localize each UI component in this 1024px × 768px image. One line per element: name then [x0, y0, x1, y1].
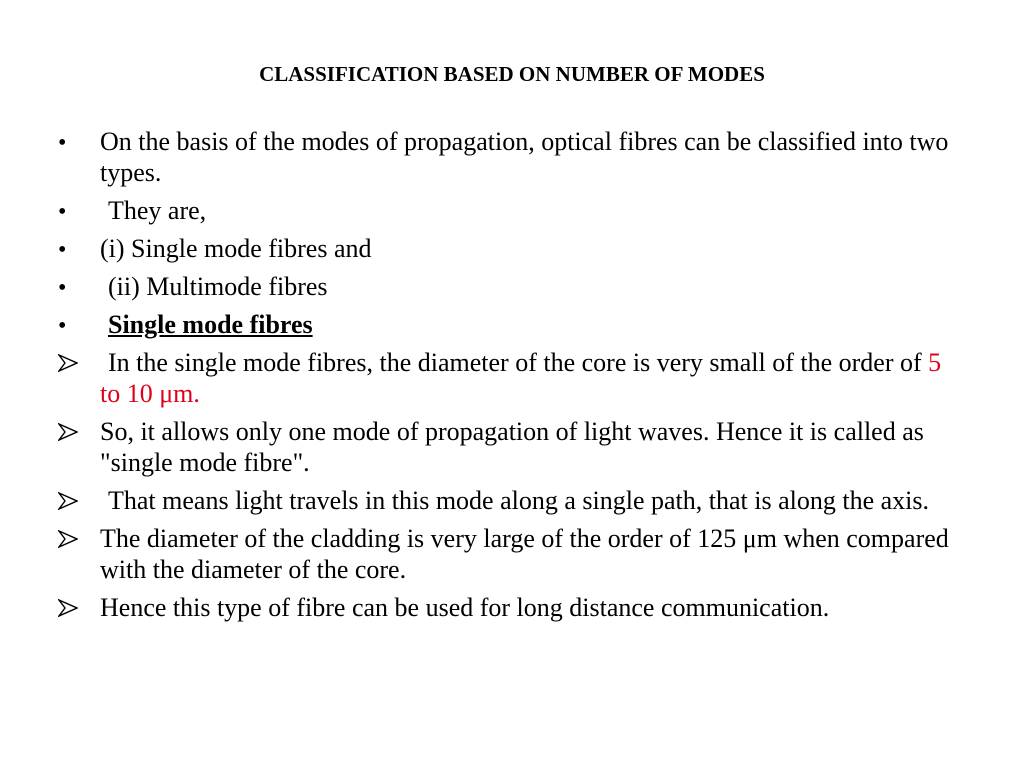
list-item-text: The diameter of the cladding is very large of the order of 125 μm when compared with the diameter of the core.	[100, 524, 949, 584]
list-item	[0, 485, 1024, 516]
highlight-text: 5 to 10 μm.	[100, 348, 942, 408]
list-item	[0, 523, 1024, 585]
list-item	[0, 195, 1024, 226]
list-item	[0, 347, 1024, 409]
bullet-icon	[58, 309, 88, 342]
list-item	[0, 309, 1024, 340]
list-item-text: (i) Single mode fibres and	[100, 234, 372, 263]
list-item-text-main: In the single mode fibres, the diameter of the core is very small of the order of	[108, 348, 929, 377]
bullet-icon	[58, 195, 88, 228]
bullet-icon	[58, 126, 88, 159]
list-item-text: On the basis of the modes of propagation, optical fibres can be classified into two types.	[100, 127, 949, 187]
list-item	[0, 271, 1024, 302]
slide-title: CLASSIFICATION BASED ON NUMBER OF MODES	[259, 62, 765, 86]
list-item	[0, 126, 1024, 188]
bullet-icon	[58, 271, 88, 304]
list-item	[0, 233, 1024, 264]
list-item	[0, 592, 1024, 623]
list-item-text: Hence this type of fibre can be used for long distance communication.	[100, 593, 830, 622]
list-item-text: So, it allows only one mode of propagation of light waves. Hence it is called as "single mode fibre".	[100, 417, 924, 477]
bullet-list	[0, 126, 1024, 630]
section-heading: Single mode fibres	[108, 310, 313, 339]
list-item	[0, 416, 1024, 478]
list-item-text	[100, 348, 941, 408]
list-item-text: (ii) Multimode fibres	[108, 272, 328, 301]
list-item-text: They are,	[108, 196, 207, 225]
bullet-icon	[58, 233, 88, 266]
list-item-text: That means light travels in this mode along a single path, that is along the axis.	[108, 486, 930, 515]
